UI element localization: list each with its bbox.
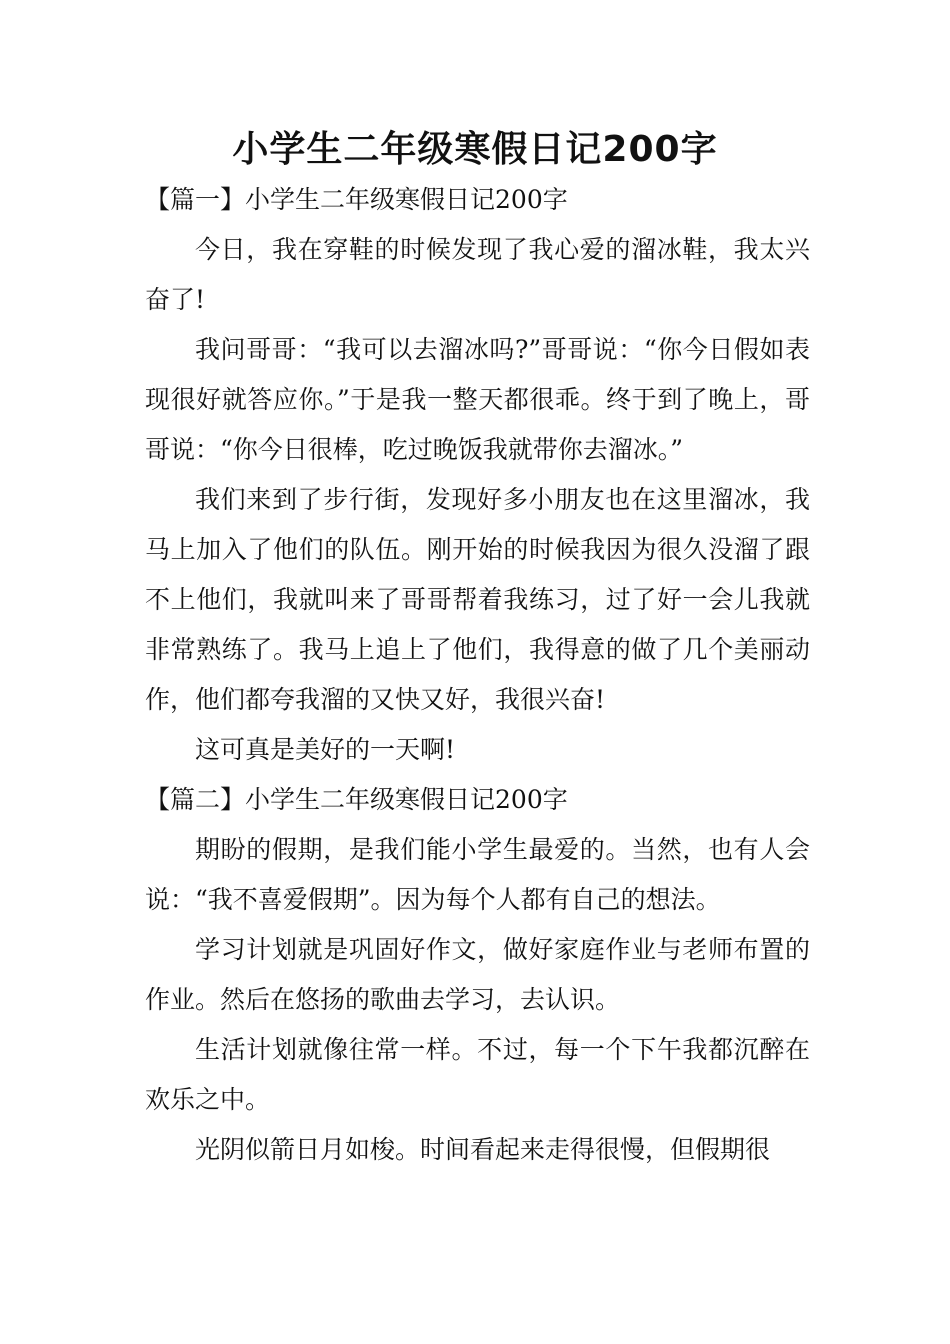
paragraph: 我们来到了步行街，发现好多小朋友也在这里溜冰，我马上加入了他们的队伍。刚开始的时候我因为很久没溜了跟不上他们，我就叫来了哥哥帮着我练习，过了好一会儿我就非常熟练了。我马上追上了他们，我得意的做了几个美丽动作，他们都夸我溜的又快又好，我很兴奋! (145, 485, 810, 714)
section-heading: 【篇二】小学生二年级寒假日记200字 (145, 785, 568, 814)
paragraph: 光阴似箭日月如梭。时间看起来走得很慢，但假期很 (195, 1135, 771, 1164)
paragraph: 我问哥哥：“我可以去溜冰吗?”哥哥说：“你今日假如表现很好就答应你。”于是我一整天都很乖。终于到了晚上，哥哥说：“你今日很棒，吃过晚饭我就带你去溜冰。” (145, 335, 810, 464)
section-1 (145, 175, 810, 775)
document-body (145, 175, 810, 1175)
document-title: 小学生二年级寒假日记200字 (232, 129, 718, 170)
paragraph: 生活计划就像往常一样。不过，每一个下午我都沉醉在欢乐之中。 (145, 1035, 810, 1114)
section-2 (145, 775, 810, 1175)
section-heading: 【篇一】小学生二年级寒假日记200字 (145, 185, 568, 214)
paragraph: 学习计划就是巩固好作文，做好家庭作业与老师布置的作业。然后在悠扬的歌曲去学习，去认识。 (145, 935, 810, 1014)
paragraph: 今日，我在穿鞋的时候发现了我心爱的溜冰鞋，我太兴奋了! (145, 235, 810, 314)
paragraph: 这可真是美好的一天啊! (195, 735, 456, 764)
paragraph: 期盼的假期，是我们能小学生最爱的。当然，也有人会说：“我不喜爱假期”。因为每个人都有自己的想法。 (145, 835, 810, 914)
